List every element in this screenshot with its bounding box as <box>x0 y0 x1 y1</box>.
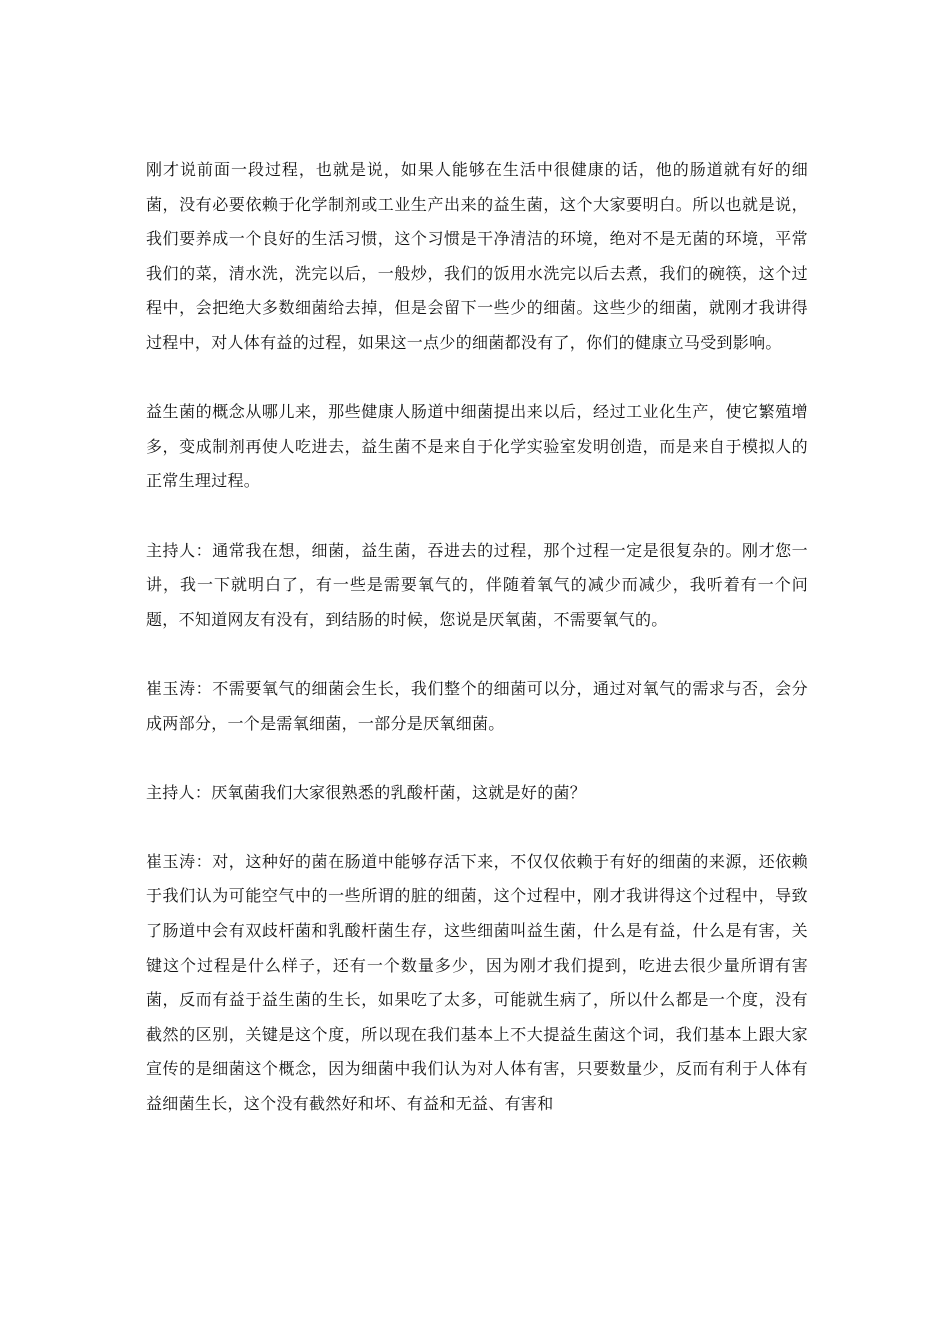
paragraph-host-question: 主持人：通常我在想，细菌，益生菌，吞进去的过程，那个过程一定是很复杂的。刚才您一讲，我一下就明白了，有一些是需要氧气的，伴随着氧气的减少而减少，我听着有一个问题，不知道网友有没有，到结肠的时候，您说是厌氧菌，不需要氧气的。 <box>146 540 808 629</box>
paragraph-host-lactobacillus: 主持人：厌氧菌我们大家很熟悉的乳酸杆菌，这就是好的菌？ <box>146 782 587 802</box>
paragraph-expert-answer-balance: 崔玉涛：对，这种好的菌在肠道中能够存活下来，不仅仅依赖于有好的细菌的来源，还依赖于我们认为可能空气中的一些所谓的脏的细菌，这个过程中，刚才我讲得这个过程中，导致了肠道中会有双歧杆菌和乳酸杆菌生存，这些细菌叫益生菌，什么是有益，什么是有害，关键这个过程是什么样子，还有一个数量多少，因为刚才我们提到，吃进去很少量所谓有害菌，反而有益于益生菌的生长，如果吃了太多，可能就生病了，所以什么都是一个度，没有截然的区别，关键是这个度，所以现在我们基本上不大提益生菌这个词，我们基本上跟大家宣传的是细菌这个概念，因为细菌中我们认为对人体有害，只要数量少，反而有利于人体有益细菌生长，这个没有截然好和坏、有益和无益、有害和 <box>146 851 808 1114</box>
paragraph-probiotic-concept: 益生菌的概念从哪儿来，那些健康人肠道中细菌提出来以后，经过工业化生产，使它繁殖增多，变成制剂再使人吃进去，益生菌不是来自于化学实验室发明创造，而是来自于模拟人的正常生理过程。 <box>146 402 808 491</box>
document-body <box>146 153 808 1156</box>
paragraph-expert-answer-oxygen: 崔玉涛：不需要氧气的细菌会生长，我们整个的细菌可以分，通过对氧气的需求与否，会分成两部分，一个是需氧细菌，一部分是厌氧细菌。 <box>146 678 808 733</box>
paragraph-intro: 刚才说前面一段过程，也就是说，如果人能够在生活中很健康的话，他的肠道就有好的细菌，没有必要依赖于化学制剂或工业生产出来的益生菌，这个大家要明白。所以也就是说，我们要养成一个良好的生活习惯，这个习惯是干净清洁的环境，绝对不是无菌的环境，平常我们的菜，清水洗，洗完以后，一般炒，我们的饭用水洗完以后去煮，我们的碗筷，这个过程中，会把绝大多数细菌给去掉，但是会留下一些少的细菌。这些少的细菌，就刚才我讲得过程中，对人体有益的过程，如果这一点少的细菌都没有了，你们的健康立马受到影响。 <box>146 160 808 352</box>
